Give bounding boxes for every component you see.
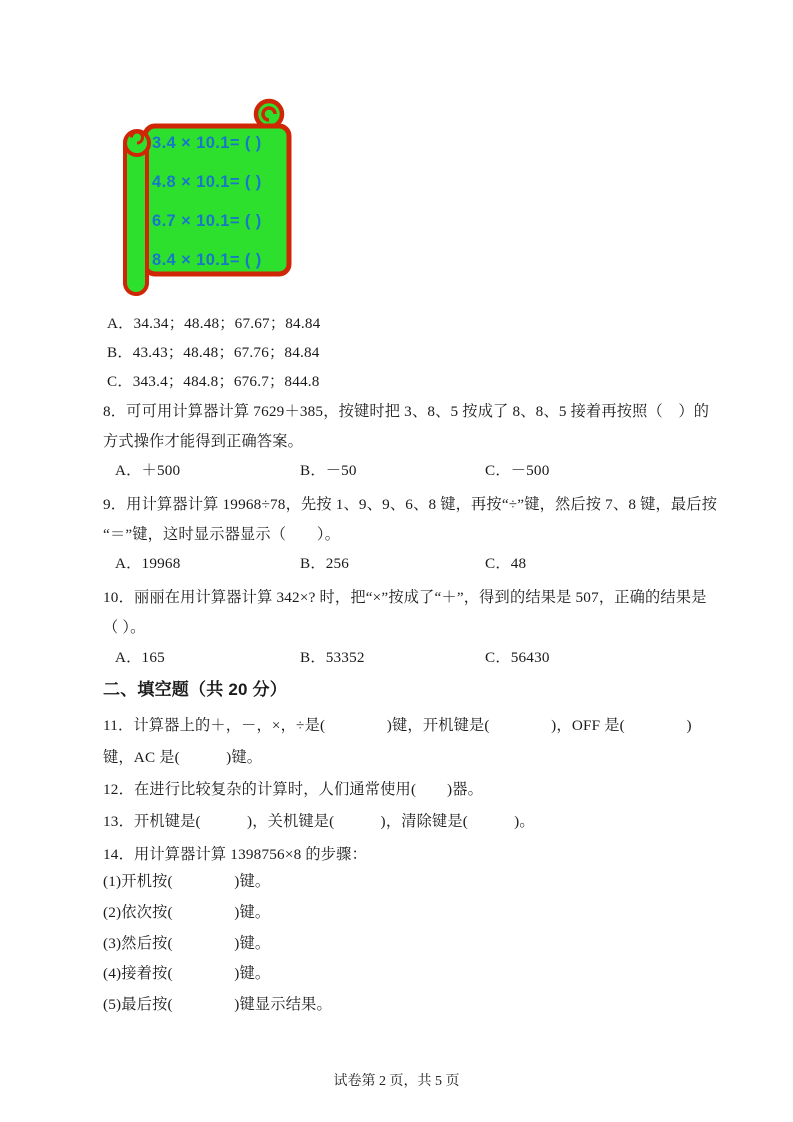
section2-title: 二、填空题（共 20 分） xyxy=(103,680,287,699)
question10-option-c: C．56430 xyxy=(485,649,550,666)
scroll-expression-3: 6.7 × 10.1= ( ) xyxy=(152,212,262,230)
question9-option-c: C．48 xyxy=(485,555,527,572)
question9-option-a: A．19968 xyxy=(115,555,181,572)
question14-step-3: (3)然后按( )键。 xyxy=(103,935,271,952)
question8-text-line2: 方式操作才能得到正确答案。 xyxy=(103,433,304,450)
question14-step-4: (4)接着按( )键。 xyxy=(103,965,271,982)
question14-text: 14．用计算器计算 1398756×8 的步骤： xyxy=(103,846,367,863)
question13-text: 13．开机键是( )，关机键是( )，清除键是( )。 xyxy=(103,813,535,830)
question10-option-b: B．53352 xyxy=(300,649,365,666)
question10-text-line1: 10．丽丽在用计算器计算 342×? 时，把“×”按成了“＋”，得到的结果是 507，正确的结果是 xyxy=(103,589,707,606)
question14-step-5: (5)最后按( )键显示结果。 xyxy=(103,996,332,1013)
question8-option-b: B．－50 xyxy=(300,462,357,479)
scroll-illustration xyxy=(116,98,296,302)
question8-option-c: C．－500 xyxy=(485,462,550,479)
scroll-expression-2: 4.8 × 10.1= ( ) xyxy=(152,173,262,191)
question8-text-line1: 8．可可用计算器计算 7629＋385，按键时把 3、8、5 按成了 8、8、5 接着再按照（ ）的 xyxy=(103,403,710,420)
question10-option-a: A．165 xyxy=(115,649,165,666)
question8-option-a: A．＋500 xyxy=(115,462,181,479)
question12-text: 12．在进行比较复杂的计算时，人们通常使用( )器。 xyxy=(103,781,484,798)
question7-option-c: C．343.4；484.8；676.7；844.8 xyxy=(107,373,320,390)
question9-option-b: B．256 xyxy=(300,555,350,572)
page-footer: 试卷第 2 页，共 5 页 xyxy=(333,1074,460,1089)
question9-text-line2: “＝”键，这时显示器显示（ ）。 xyxy=(103,526,341,543)
question14-step-1: (1)开机按( )键。 xyxy=(103,873,271,890)
question10-text-line2: （ ）。 xyxy=(103,619,146,636)
scroll-expression-1: 3.4 × 10.1= ( ) xyxy=(152,134,262,152)
scroll-expression-4: 8.4 × 10.1= ( ) xyxy=(152,251,262,269)
scroll-right-curl xyxy=(256,101,282,127)
question11-text-line1: 11．计算器上的＋，－，×，÷是( )键，开机键是( )，OFF 是( ) xyxy=(103,717,692,734)
question9-text-line1: 9．用计算器计算 19968÷78，先按 1、9、9、6、8 键，再按“÷”键，然后按 7、8 键，最后按 xyxy=(103,496,718,513)
question7-option-b: B．43.43；48.48；67.76；84.84 xyxy=(107,344,320,361)
question7-option-a: A．34.34；48.48；67.67；84.84 xyxy=(107,315,321,332)
question14-step-2: (2)依次按( )键。 xyxy=(103,904,271,921)
question11-text-line2: 键，AC 是( )键。 xyxy=(103,749,263,766)
